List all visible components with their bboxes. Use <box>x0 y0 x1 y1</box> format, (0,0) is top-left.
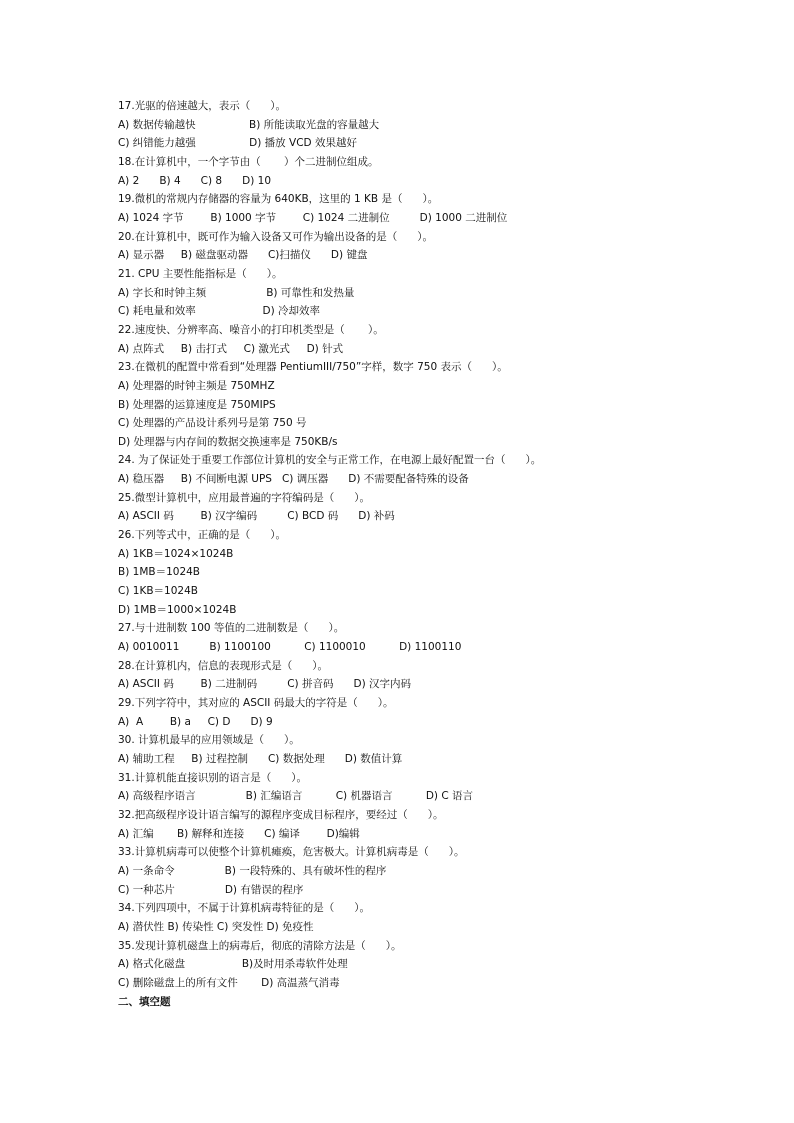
question-31: 31.计算机能直接识别的语言是（ ）。 <box>118 771 307 784</box>
question-29: 29.下列字符中，其对应的 ASCII 码最大的字符是（ ）。 <box>118 697 394 709</box>
question-34: 34.下列四项中，不属于计算机病毒特征的是（ ）。 <box>118 902 370 915</box>
question-21-options-ab: A) 字长和时钟主频 B) 可靠性和发热量 <box>118 286 355 299</box>
question-list <box>118 97 678 1011</box>
question-34-options: A) 潜伏性 B) 传染性 C) 突发性 D) 免疫性 <box>118 920 314 933</box>
question-28-options: A) ASCII 码 B) 二进制码 C) 拼音码 D) 汉字内码 <box>118 678 412 691</box>
question-26-option-c: C) 1KB＝1024B <box>118 585 198 598</box>
question-24: 24. 为了保证处于重要工作部位计算机的安全与正常工作，在电源上最好配置一台（ ）。 <box>118 454 542 467</box>
question-21: 21. CPU 主要性能指标是（ ）。 <box>118 267 283 280</box>
question-32: 32.把高级程序设计语言编写的源程序变成目标程序，要经过（ ）。 <box>118 808 444 821</box>
question-23-option-d: D) 处理器与内存间的数据交换速率是 750KB/s <box>118 435 338 448</box>
question-20-options: A) 显示器 B) 磁盘驱动器 C)扫描仪 D) 键盘 <box>118 249 368 262</box>
question-28: 28.在计算机内，信息的表现形式是（ ）。 <box>118 659 328 672</box>
question-17-options-ab: A) 数据传输越快 B) 所能读取光盘的容量越大 <box>118 118 380 131</box>
question-19-options: A) 1024 字节 B) 1000 字节 C) 1024 二进制位 D) 1000 二进制位 <box>118 211 508 224</box>
question-18-options: A) 2 B) 4 C) 8 D) 10 <box>118 174 272 187</box>
question-32-options: A) 汇编 B) 解释和连接 C) 编译 D)编辑 <box>118 827 360 840</box>
question-21-options-cd: C) 耗电量和效率 D) 冷却效率 <box>118 305 321 318</box>
question-22-options: A) 点阵式 B) 击打式 C) 激光式 D) 针式 <box>118 342 344 355</box>
question-24-options: A) 稳压器 B) 不间断电源 UPS C) 调压器 D) 不需要配备特殊的设备 <box>118 473 469 486</box>
question-25-options: A) ASCII 码 B) 汉字编码 C) BCD 码 D) 补码 <box>118 510 395 523</box>
question-35: 35.发现计算机磁盘上的病毒后，彻底的清除方法是（ ）。 <box>118 939 402 952</box>
question-17: 17.光驱的倍速越大，表示（ ）。 <box>118 100 286 112</box>
question-27: 27.与十进制数 100 等值的二进制数是（ ）。 <box>118 622 345 635</box>
question-23-option-c: C) 处理器的产品设计系列号是第 750 号 <box>118 417 307 430</box>
question-29-options: A) A B) a C) D D) 9 <box>118 715 273 728</box>
question-33-options-cd: C) 一种芯片 D) 有错误的程序 <box>118 883 304 896</box>
question-19: 19.微机的常规内存储器的容量为 640KB，这里的 1 KB 是（ ）。 <box>118 193 439 206</box>
question-22: 22.速度快、分辨率高、噪音小的打印机类型是（ ）。 <box>118 323 384 336</box>
question-17-options-cd: C) 纠错能力越强 D) 播放 VCD 效果越好 <box>118 137 357 150</box>
question-27-options: A) 0010011 B) 1100100 C) 1100010 D) 1100110 <box>118 641 462 654</box>
question-25: 25.微型计算机中，应用最普遍的字符编码是（ ）。 <box>118 491 370 504</box>
question-26-option-d: D) 1MB＝1000×1024B <box>118 603 237 616</box>
section-heading: 二、填空题 <box>118 995 171 1008</box>
question-35-options-cd: C) 删除磁盘上的所有文件 D) 高温蒸气消毒 <box>118 976 340 989</box>
question-33-options-ab: A) 一条命令 B) 一段特殊的、具有破坏性的程序 <box>118 864 387 877</box>
question-33: 33.计算机病毒可以使整个计算机瘫痪，危害极大。计算机病毒是（ ）。 <box>118 846 465 859</box>
question-26-option-b: B) 1MB＝1024B <box>118 566 201 579</box>
question-26: 26.下列等式中，正确的是（ ）。 <box>118 529 286 542</box>
question-26-option-a: A) 1KB＝1024×1024B <box>118 547 234 560</box>
question-20: 20.在计算机中，既可作为输入设备又可作为输出设备的是（ ）。 <box>118 230 433 243</box>
question-18: 18.在计算机中，一个字节由（ ）个二进制位组成。 <box>118 155 379 168</box>
question-30: 30. 计算机最早的应用领域是（ ）。 <box>118 734 300 747</box>
question-23-option-b: B) 处理器的运算速度是 750MIPS <box>118 398 276 411</box>
question-31-options: A) 高级程序语言 B) 汇编语言 C) 机器语言 D) C 语言 <box>118 790 474 803</box>
question-23: 23.在微机的配置中常看到“处理器 PentiumIII/750”字样，数字 750 表示（ ）。 <box>118 361 508 374</box>
question-30-options: A) 辅助工程 B) 过程控制 C) 数据处理 D) 数值计算 <box>118 752 403 765</box>
question-35-options-ab: A) 格式化磁盘 B)及时用杀毒软件处理 <box>118 958 348 971</box>
question-23-option-a: A) 处理器的时钟主频是 750MHZ <box>118 379 275 392</box>
